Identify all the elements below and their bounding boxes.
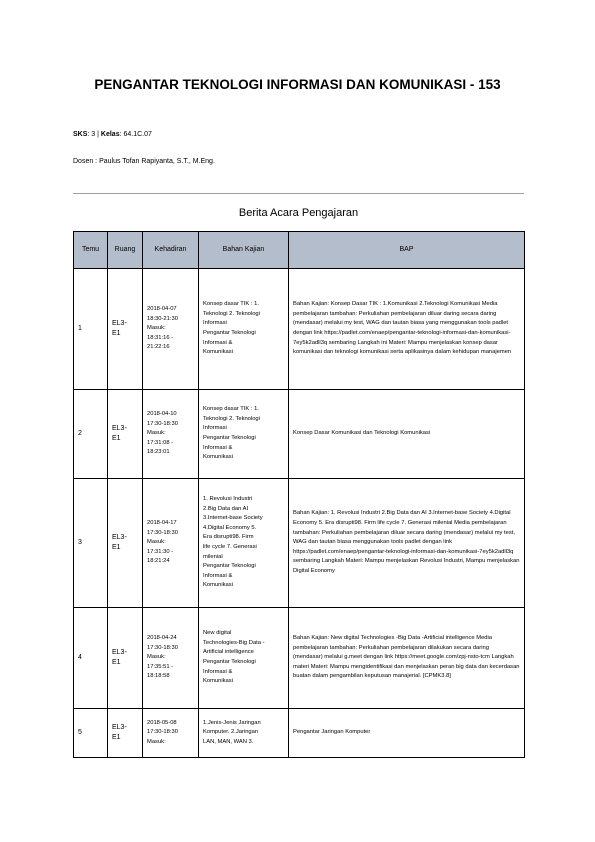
cell-kehadiran: 2018-04-07 18:30-21:30 Masuk: 18:31:16 - 21:22:16: [143, 269, 199, 390]
header-kehadiran: Kehadiran: [143, 232, 199, 269]
cell-bahan-kajian: 1.Jenis-Jenis Jaringan Komputer. 2.Jaringan LAN, MAN, WAN 3.: [199, 709, 289, 758]
cell-kehadiran: 2018-05-08 17:30-18:30 Masuk:: [143, 709, 199, 758]
cell-bap: Bahan Kajian: New digital Technologies -Big Data -Artificial intelligence Media pembelajaran tambahan: Perkuliahan pembelajaran dilakukan secara daring (mendasar) melalui g.meet dengan link https://meet.google.com/zpj-nsto-tcm Langkah materi Materi: Mampu mengidentifikasi dan menjelaskan peran big data dan kecerdasan buatan dalam pengambilan keputusan manajerial. [CPMK3.8]: [289, 608, 525, 709]
kelas-value: : 64.1C.07: [119, 131, 152, 138]
divider: [73, 193, 524, 194]
cell-bap: Konsep Dasar Komunikasi dan Teknologi Komunikasi: [289, 390, 525, 479]
sks-label: SKS: [73, 131, 88, 138]
cell-temu: 2: [74, 390, 108, 479]
header-temu: Temu: [74, 232, 108, 269]
cell-ruang: EL3- E1: [108, 608, 143, 709]
cell-kehadiran: 2018-04-24 17:30-18:30 Masuk: 17:35:51 - 18:18:58: [143, 608, 199, 709]
sks-value: : 3 |: [87, 131, 101, 138]
table-header-row: [74, 232, 525, 269]
cell-bahan-kajian: Konsep dasar TIK : 1. Teknologi 2. Teknologi Informasi Pengantar Teknologi Informasi & Komunikasi: [199, 390, 289, 479]
header-bahan-kajian: Bahan Kajian: [199, 232, 289, 269]
cell-ruang: EL3- E1: [108, 390, 143, 479]
table-row: [74, 608, 525, 709]
kelas-label: Kelas: [100, 131, 120, 138]
page-title: PENGANTAR TEKNOLOGI INFORMASI DAN KOMUNIKASI - 153: [94, 77, 501, 92]
table-row: [74, 390, 525, 479]
cell-temu: 1: [74, 269, 108, 390]
cell-bap: Bahan Kajian: 1. Revolusi Industri 2.Big Data dan AI 3.Internet-base Society 4.Digital Economy 5. Era disrupti98. Firm life cycle 7. Generasi milenial Media pembelajaran tambahan: Perkuliahan pembelajaran diluar secara daring (mendasar) melalui my test, WAG dan tautan biasa menggunakan tools padlet dengan link https://padlet.com/enaep/pengantar-teknologi-informasi-dan-komunikasi-7ey5k2adll3q sembaring Langkah Materi: Mampu menjelaskan Revolusi Industri, Mampu menjelaskan Digital Economy: [289, 479, 525, 608]
table-row: [74, 709, 525, 758]
header-bap: BAP: [289, 232, 525, 269]
table-row: [74, 269, 525, 390]
cell-ruang: EL3- E1: [108, 479, 143, 608]
table-row: [74, 479, 525, 608]
cell-bap: Bahan Kajian: Konsep Dasar TIK : 1.Komunikasi 2.Teknologi Komunikasi Media pembelajaran tambahan: Perkuliahan pembelajaran diluar daring secara daring (mendasar) melalui my test, WAG dan tautan biasa yang menggunakan tools padlet dengan link https://padlet.com/enaep/pengantar-teknologi-informasi-dan-komunikasi-7ey5k2adll3q sembaring Langkah ini Materi: Mampu menjelaskan konsep dasar komunikasi dan teknologi komunikasi serta aplikasinya dalam kehidupan manajemen: [289, 269, 525, 390]
cell-temu: 5: [74, 709, 108, 758]
section-title: Berita Acara Pengajaran: [238, 207, 359, 219]
cell-bap: Pengantar Jaringan Komputer: [289, 709, 525, 758]
bap-table: [73, 231, 525, 758]
cell-bahan-kajian: 1. Revolusi Industri 2.Big Data dan AI 3.Internet-base Society 4.Digital Economy 5. Era disrupti98. Firm life cycle 7. Generasi milenial Pengantar Teknologi Informasi & Komunikasi: [199, 479, 289, 608]
page-bottom-margin: [0, 763, 595, 842]
cell-ruang: EL3- E1: [108, 269, 143, 390]
cell-kehadiran: 2018-04-17 17:30-18:30 Masuk: 17:31:30 - 18:21:24: [143, 479, 199, 608]
cell-ruang: EL3- E1: [108, 709, 143, 758]
cell-kehadiran: 2018-04-10 17:30-18:30 Masuk: 17:31:08 - 18:23:01: [143, 390, 199, 479]
cell-bahan-kajian: Konsep dasar TIK : 1. Teknologi 2. Teknologi Informasi Pengantar Teknologi Informasi & Komunikasi: [199, 269, 289, 390]
course-info: [73, 131, 152, 138]
cell-bahan-kajian: New digital Technologies-Big Data - Artificial intelligence Pengantar Teknologi Informasi & Komunikasi: [199, 608, 289, 709]
cell-temu: 3: [74, 479, 108, 608]
lecturer-info: Dosen : Paulus Tofan Rapiyanta, S.T., M.Eng.: [73, 158, 215, 165]
cell-temu: 4: [74, 608, 108, 709]
header-ruang: Ruang: [108, 232, 143, 269]
